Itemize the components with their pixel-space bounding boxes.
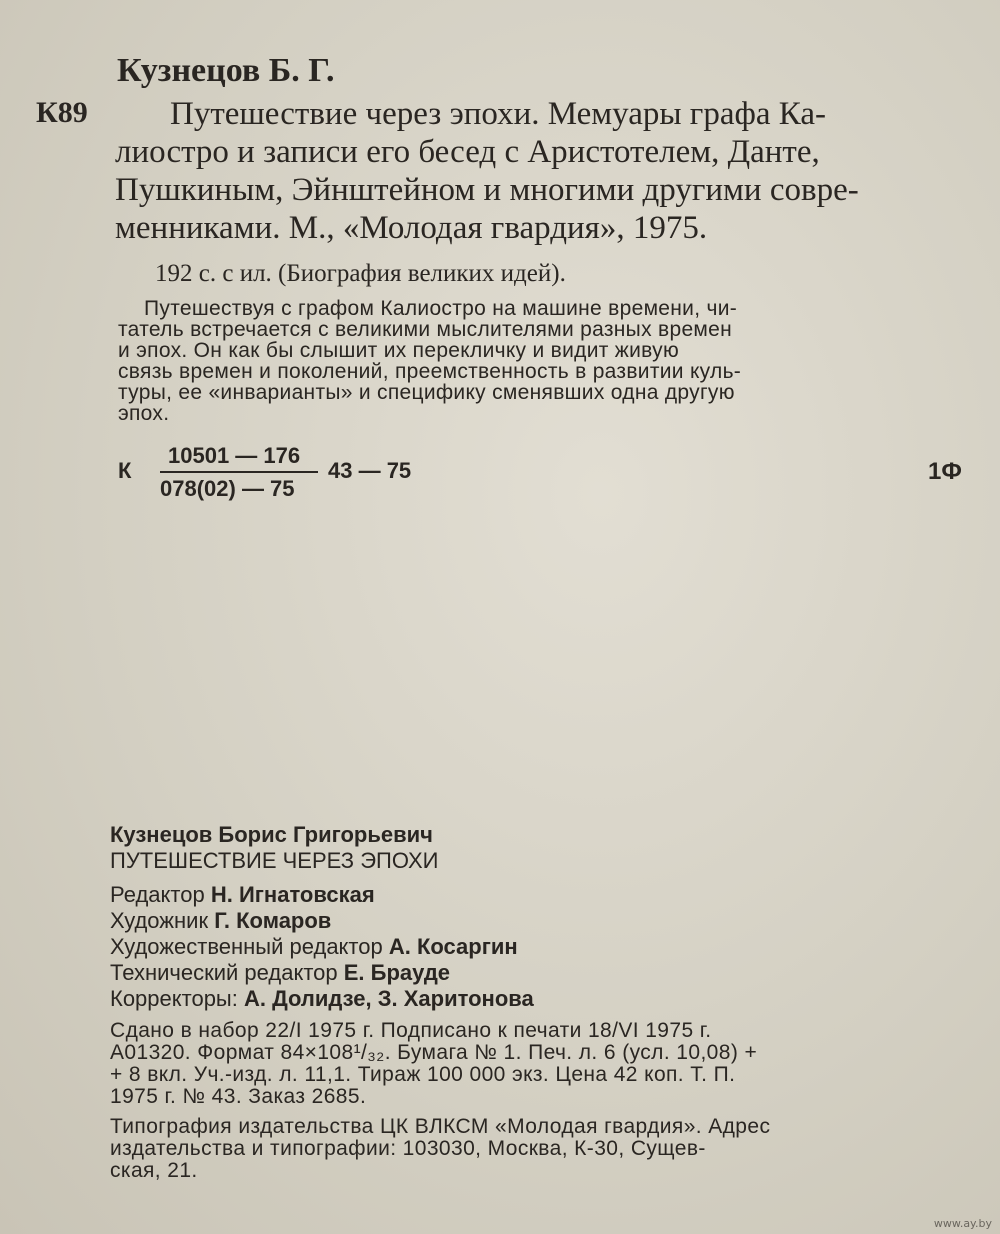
credit-line: [110, 960, 770, 986]
colophon-author: Кузнецов Борис Григорьевич: [110, 822, 433, 847]
credit-person: А. Долидзе, З. Харитонова: [243, 986, 534, 1011]
credit-role: Корректоры:: [110, 986, 244, 1011]
catalog-pages: 192 с. с ил. (Биография великих идей).: [155, 260, 566, 287]
printer-block: [110, 1116, 770, 1182]
imprint-line: + 8 вкл. Уч.-изд. л. 11,1. Тираж 100 000 экз. Цена 42 коп. Т. П.: [110, 1063, 736, 1086]
title-line: менниками. М., «Молодая гвардия», 1975.: [115, 210, 708, 246]
catalog-annotation: [118, 298, 741, 424]
credit-line: [110, 908, 770, 934]
index-letter: К: [118, 458, 132, 483]
fraction-denominator: 078(02) — 75: [160, 476, 295, 501]
price-code: 1Ф: [928, 458, 962, 485]
credit-person: Е. Брауде: [343, 960, 451, 985]
imprint-line: А01320. Формат 84×108¹/₃₂. Бумага № 1. Печ. л. 6 (усл. 10,08) +: [110, 1041, 758, 1064]
site-watermark: www.ay.by: [933, 1217, 992, 1230]
fraction-bar: [160, 471, 318, 473]
credit-role: Художественный редактор: [110, 934, 389, 959]
annotation-line: Путешествуя с графом Калиостро на машине времени, чи-: [144, 297, 738, 320]
index-suffix: 43 — 75: [328, 458, 412, 483]
imprint-line: Сдано в набор 22/I 1975 г. Подписано к печати 18/VI 1975 г.: [110, 1019, 712, 1042]
credit-person: А. Косаргин: [388, 934, 518, 959]
colophon-title: ПУТЕШЕСТВИЕ ЧЕРЕЗ ЭПОХИ: [110, 848, 439, 873]
title-line: Путешествие через эпохи. Мемуары графа Ка-: [170, 96, 826, 132]
printer-line: издательства и типографии: 103030, Москва, К-30, Сущев-: [110, 1137, 706, 1160]
annotation-line: связь времен и поколений, преемственность в развитии куль-: [118, 360, 742, 383]
index-fraction: [160, 443, 318, 502]
credit-role: Художник: [110, 908, 215, 933]
title-line: Пушкиным, Эйнштейном и многими другими совре-: [115, 172, 859, 208]
credit-person: Г. Комаров: [214, 908, 332, 933]
credits-list: [110, 882, 770, 1012]
credit-role: Технический редактор: [110, 960, 344, 985]
annotation-line: эпох.: [118, 402, 170, 425]
annotation-line: туры, ее «инварианты» и специфику сменявших одна другую: [118, 381, 735, 404]
annotation-line: татель встречается с великими мыслителями разных времен: [118, 318, 733, 341]
credit-role: Редактор: [110, 882, 211, 907]
title-line: лиостро и записи его бесед с Аристотелем, Данте,: [115, 134, 820, 170]
catalog-title: [115, 95, 970, 247]
imprint-line: 1975 г. № 43. Заказ 2685.: [110, 1085, 367, 1108]
annotation-line: и эпох. Он как бы слышит их перекличку и видит живую: [118, 339, 680, 362]
printer-line: Типография издательства ЦК ВЛКСМ «Молодая гвардия». Адрес: [110, 1115, 771, 1138]
fraction-numerator: 10501 — 176: [168, 443, 301, 468]
credit-line: [110, 934, 770, 960]
credit-person: Н. Игнатовская: [210, 882, 375, 907]
catalog-author: Кузнецов Б. Г.: [117, 52, 335, 89]
credit-line: [110, 986, 770, 1012]
credit-line: [110, 882, 770, 908]
colophon: [110, 822, 770, 1182]
printer-line: ская, 21.: [110, 1159, 198, 1182]
catalog-code: К89: [36, 96, 88, 129]
imprint-block: [110, 1020, 770, 1108]
